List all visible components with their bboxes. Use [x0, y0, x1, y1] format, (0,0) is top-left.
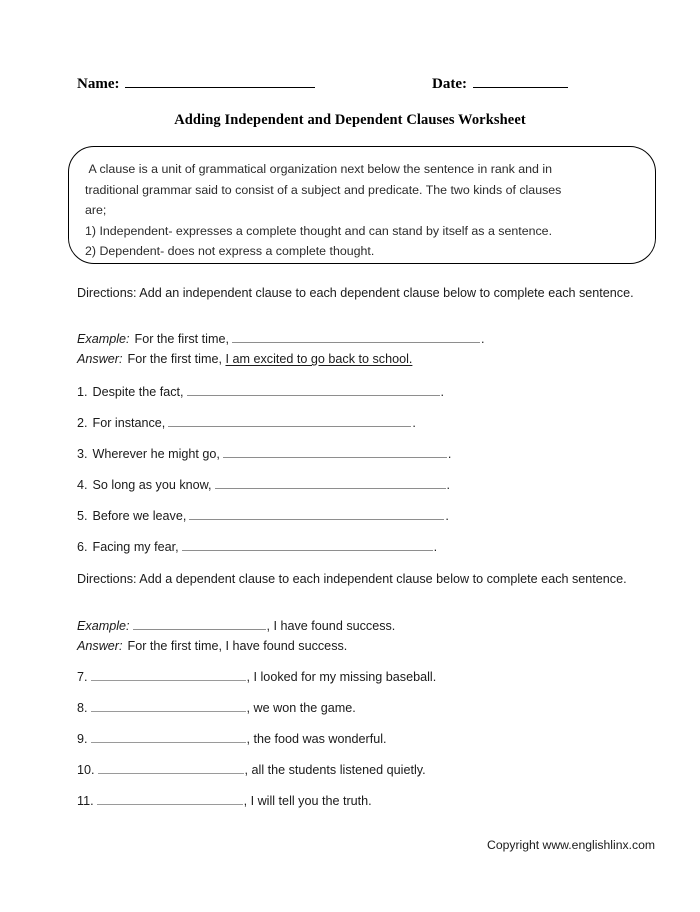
answer-blank[interactable] [187, 384, 440, 396]
answer-blank[interactable] [223, 446, 447, 458]
definition-line: 1) Independent- expresses a complete thought and can stand by itself as a sentence. [85, 223, 553, 238]
question-trailing: . [445, 509, 449, 523]
question-row-7 [77, 669, 436, 684]
question-text: Despite the fact, [92, 385, 184, 399]
date-label: Date: [432, 76, 467, 92]
header-fields [0, 76, 700, 100]
question-text: So long as you know, [92, 478, 212, 492]
answer-text: For the first time, I have found success. [127, 639, 348, 653]
example-blank[interactable] [232, 331, 480, 343]
question-text: Facing my fear, [92, 540, 179, 554]
name-write-line[interactable] [125, 76, 315, 88]
question-number: 5. [77, 509, 88, 523]
question-text: , I will tell you the truth. [243, 794, 372, 808]
definition-box [68, 146, 656, 264]
section1-directions: Directions: Add an independent clause to each dependent clause below to complete each sentence. [77, 286, 634, 300]
example-label: Example: [77, 332, 130, 346]
example-text: , I have found success. [266, 619, 396, 633]
definition-box-content [69, 147, 655, 262]
question-row-11 [77, 793, 372, 808]
section1-answer-line [77, 350, 637, 370]
question-text: Before we leave, [92, 509, 187, 523]
definition-line: traditional grammar said to consist of a subject and predicate. The two kinds of clauses [85, 182, 562, 197]
example-text: For the first time, [134, 332, 229, 346]
question-number: 3. [77, 447, 88, 461]
answer-blank[interactable] [168, 415, 411, 427]
question-text: , the food was wonderful. [246, 732, 387, 746]
question-number: 11. [77, 794, 94, 808]
answer-blank[interactable] [182, 539, 433, 551]
question-text: , all the students listened quietly. [244, 763, 426, 777]
name-label: Name: [77, 76, 120, 92]
question-trailing: . [440, 385, 445, 399]
copyright-footer: Copyright www.englishlinx.com [487, 838, 655, 852]
example-label: Example: [77, 619, 130, 633]
page-title: Adding Independent and Dependent Clauses Worksheet [174, 112, 526, 128]
answer-blank[interactable] [215, 477, 446, 489]
question-number: 10. [77, 763, 95, 777]
question-number: 9. [77, 732, 88, 746]
name-field [77, 76, 315, 93]
definition-line: 2) Dependent- does not express a complete thought. [85, 244, 375, 258]
section2-directions: Directions: Add a dependent clause to each independent clause below to complete each sentence. [77, 572, 627, 586]
question-row-9 [77, 731, 387, 746]
question-text: For instance, [92, 416, 166, 430]
section2-example-line [77, 617, 637, 637]
answer-blank[interactable] [189, 508, 444, 520]
date-write-line[interactable] [473, 76, 568, 88]
answer-blank[interactable] [91, 731, 246, 743]
question-number: 4. [77, 478, 88, 492]
answer-prefix: For the first time, [127, 352, 222, 366]
question-text: , I looked for my missing baseball. [246, 670, 437, 684]
question-trailing: . [412, 416, 416, 430]
answer-label: Answer: [77, 352, 123, 366]
answer-blank[interactable] [97, 793, 243, 805]
definition-line: are; [85, 203, 107, 217]
question-number: 7. [77, 670, 88, 684]
section1-example-line [77, 330, 637, 350]
question-row-3 [77, 446, 451, 461]
question-number: 2. [77, 416, 88, 430]
question-text: , we won the game. [246, 701, 356, 715]
question-row-5 [77, 508, 449, 523]
question-number: 8. [77, 701, 88, 715]
definition-line: A clause is a unit of grammatical organization next below the sentence in rank and in [85, 162, 552, 176]
answer-label: Answer: [77, 639, 123, 653]
example-blank[interactable] [133, 618, 266, 630]
question-number: 1. [77, 385, 88, 399]
answer-blank[interactable] [91, 700, 246, 712]
question-row-6 [77, 539, 437, 554]
answer-blank[interactable] [98, 762, 244, 774]
question-row-10 [77, 762, 426, 777]
question-row-4 [77, 477, 450, 492]
question-trailing: . [446, 478, 451, 492]
example-trailing: . [480, 332, 485, 346]
question-row-8 [77, 700, 356, 715]
question-number: 6. [77, 540, 88, 554]
answer-underlined-text: I am excited to go back to school. [225, 352, 413, 366]
section2-answer-line [77, 637, 637, 657]
question-trailing: . [447, 447, 452, 461]
question-trailing: . [433, 540, 438, 554]
question-row-1 [77, 384, 444, 399]
answer-blank[interactable] [91, 669, 246, 681]
question-text: Wherever he might go, [92, 447, 220, 461]
question-row-2 [77, 415, 416, 430]
date-field [432, 76, 568, 93]
